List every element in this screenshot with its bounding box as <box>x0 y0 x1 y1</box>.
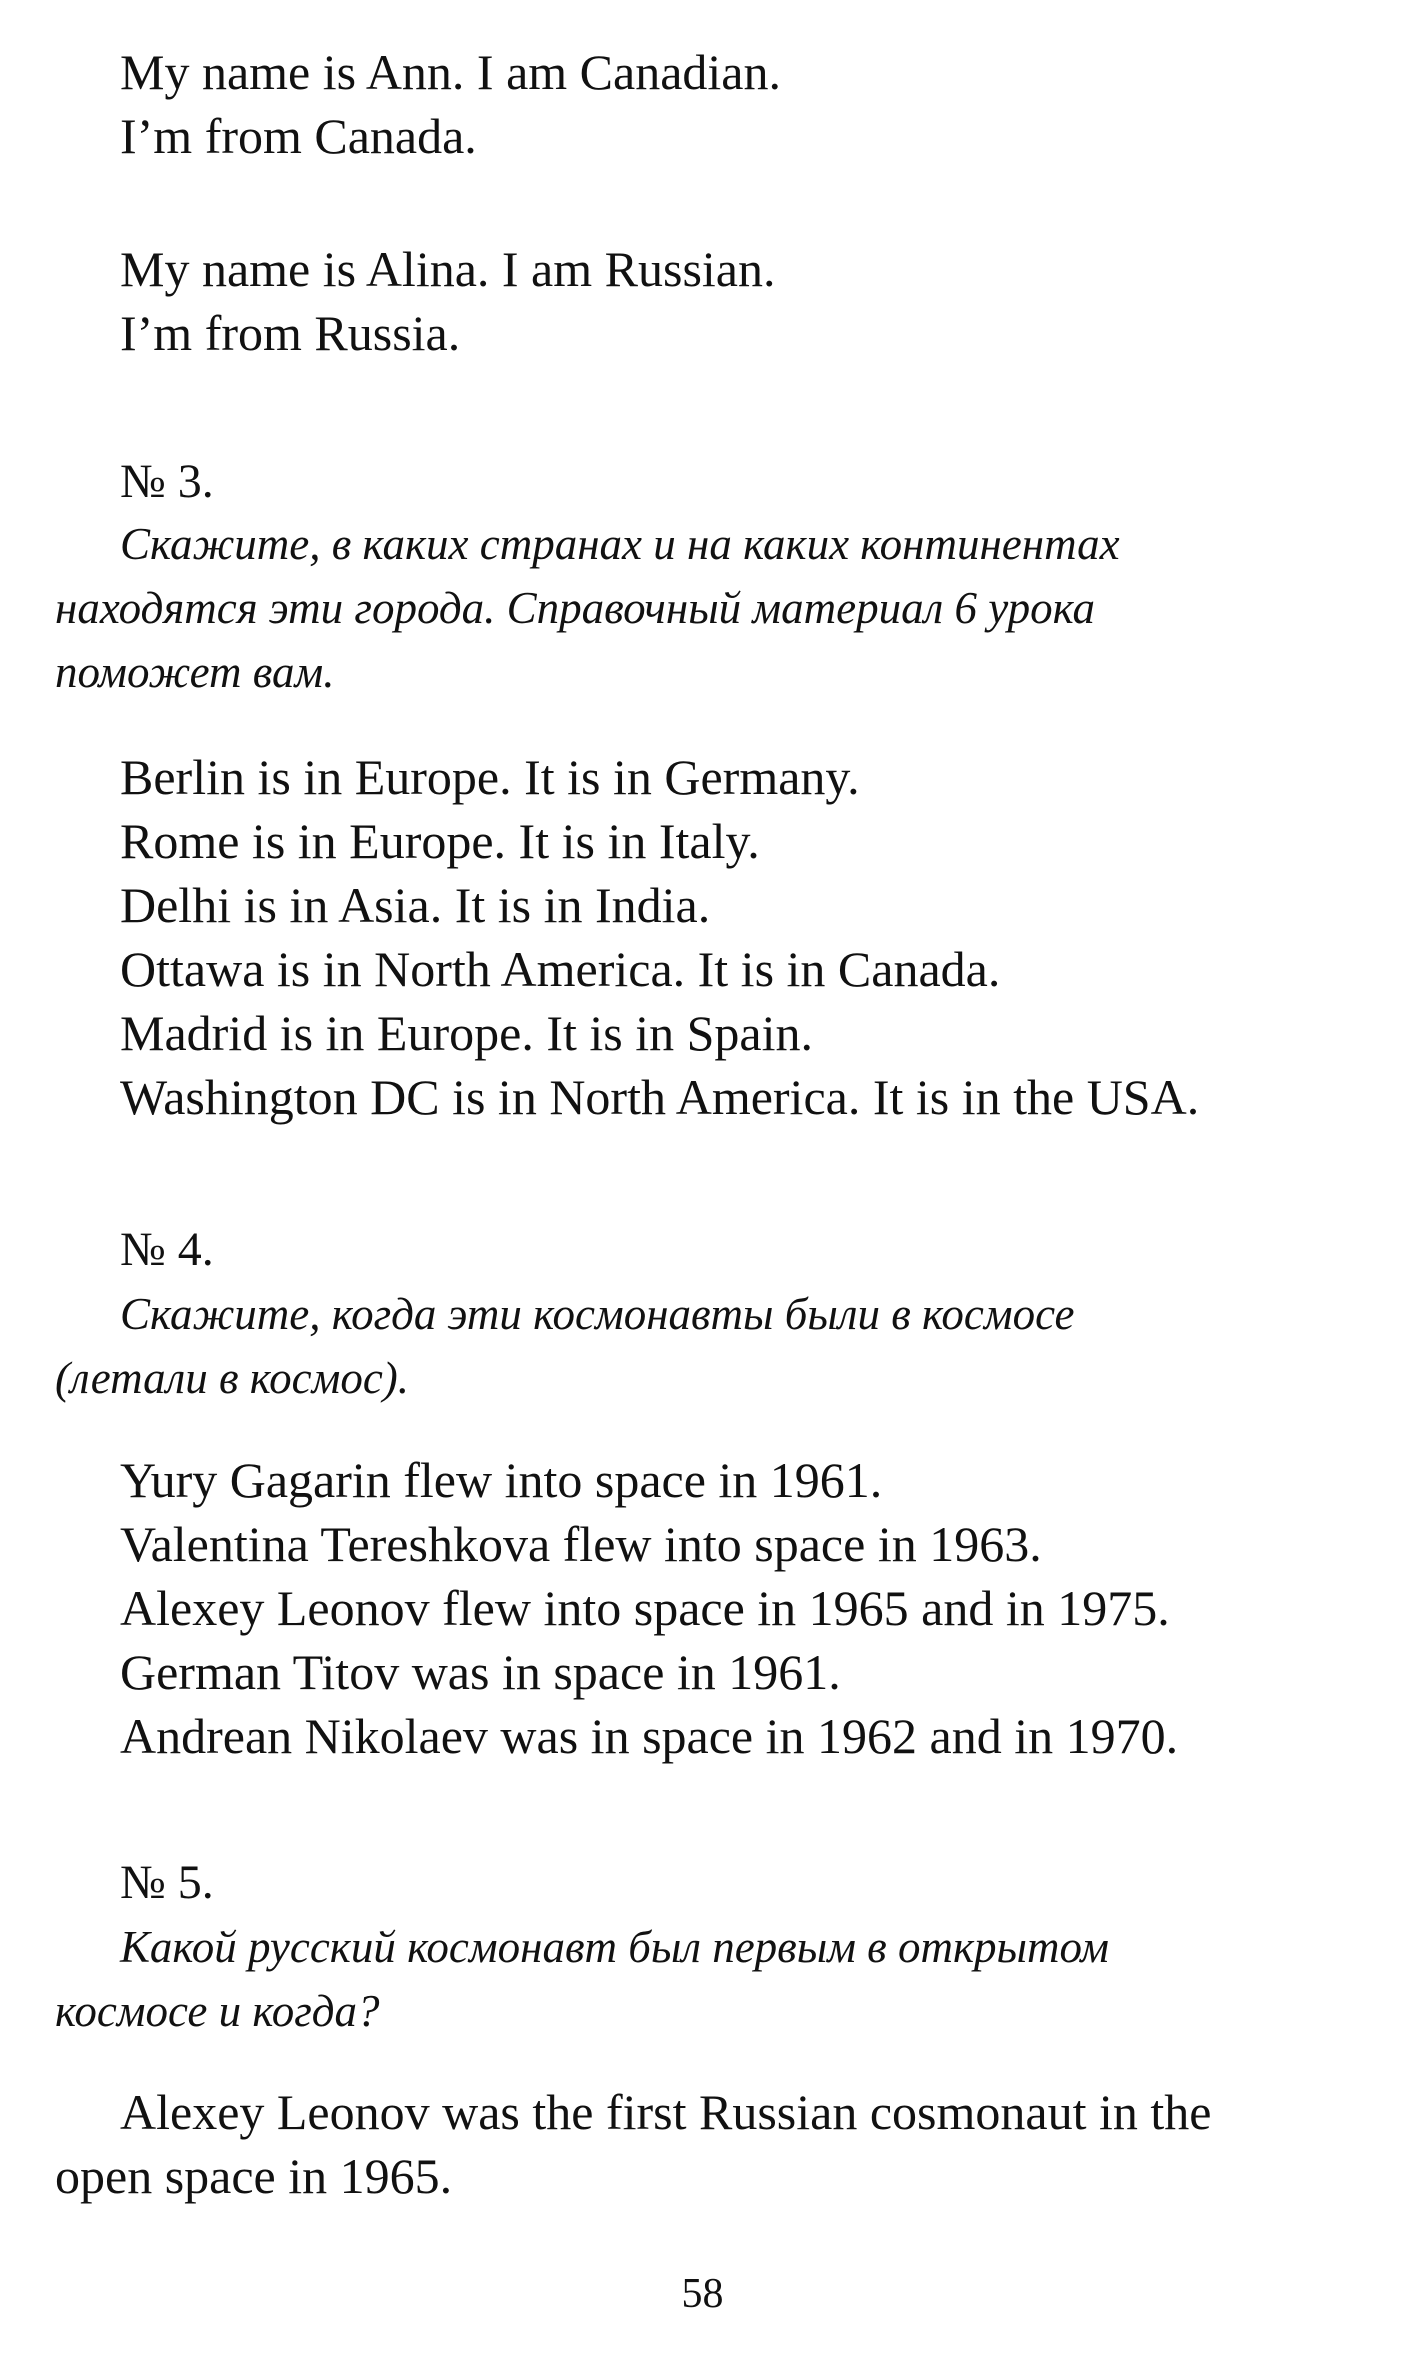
exercise-5-answer-line1: Alexey Leonov was the first Russian cosmonaut in the <box>120 2084 1212 2140</box>
exercise-3-answer: Ottawa is in North America. It is in Canada. <box>120 941 1001 997</box>
exercise-4-answer: Alexey Leonov flew into space in 1965 and in 1975. <box>120 1580 1170 1636</box>
exercise-3-instruction-line2: находятся эти города. Справочный материал 6 урока <box>55 583 1096 633</box>
exercise-5-instruction-line1: Какой русский космонавт был первым в открытом <box>120 1922 1109 1972</box>
exercise-3-number: № 3. <box>120 455 214 508</box>
exercise-3-instruction-line1: Скажите, в каких странах и на каких континентах <box>120 519 1120 569</box>
exercise-3-answer: Delhi is in Asia. It is in India. <box>120 877 711 933</box>
exercise-3-answer: Washington DC is in North America. It is in the USA. <box>120 1069 1200 1125</box>
exercise-5-answer-line2: open space in 1965. <box>55 2148 453 2204</box>
exercise-4-instruction-line1: Скажите, когда эти космонавты были в космосе <box>120 1289 1075 1339</box>
intro-alina-line2: I’m from Russia. <box>120 305 461 361</box>
exercise-4-answer: German Titov was in space in 1961. <box>120 1644 841 1700</box>
exercise-4-answer: Yury Gagarin flew into space in 1961. <box>120 1452 883 1508</box>
exercise-3-answer: Berlin is in Europe. It is in Germany. <box>120 749 860 805</box>
exercise-3-answer: Rome is in Europe. It is in Italy. <box>120 813 760 869</box>
exercise-3-instruction-line3: поможет вам. <box>55 647 335 697</box>
exercise-3-answer: Madrid is in Europe. It is in Spain. <box>120 1005 813 1061</box>
exercise-4-answer: Andrean Nikolaev was in space in 1962 and in 1970. <box>120 1708 1179 1764</box>
exercise-5-instruction-line2: космосе и когда? <box>55 1986 380 2036</box>
exercise-4-answer: Valentina Tereshkova flew into space in 1963. <box>120 1516 1042 1572</box>
exercise-5-number: № 5. <box>120 1856 214 1909</box>
exercise-4-number: № 4. <box>120 1223 214 1276</box>
intro-ann-line1: My name is Ann. I am Canadian. <box>120 44 781 100</box>
page-number: 58 <box>681 2271 724 2317</box>
exercise-4-instruction-line2: (летали в космос). <box>55 1353 410 1403</box>
intro-ann-line2: I’m from Canada. <box>120 108 477 164</box>
intro-alina-line1: My name is Alina. I am Russian. <box>120 241 776 297</box>
